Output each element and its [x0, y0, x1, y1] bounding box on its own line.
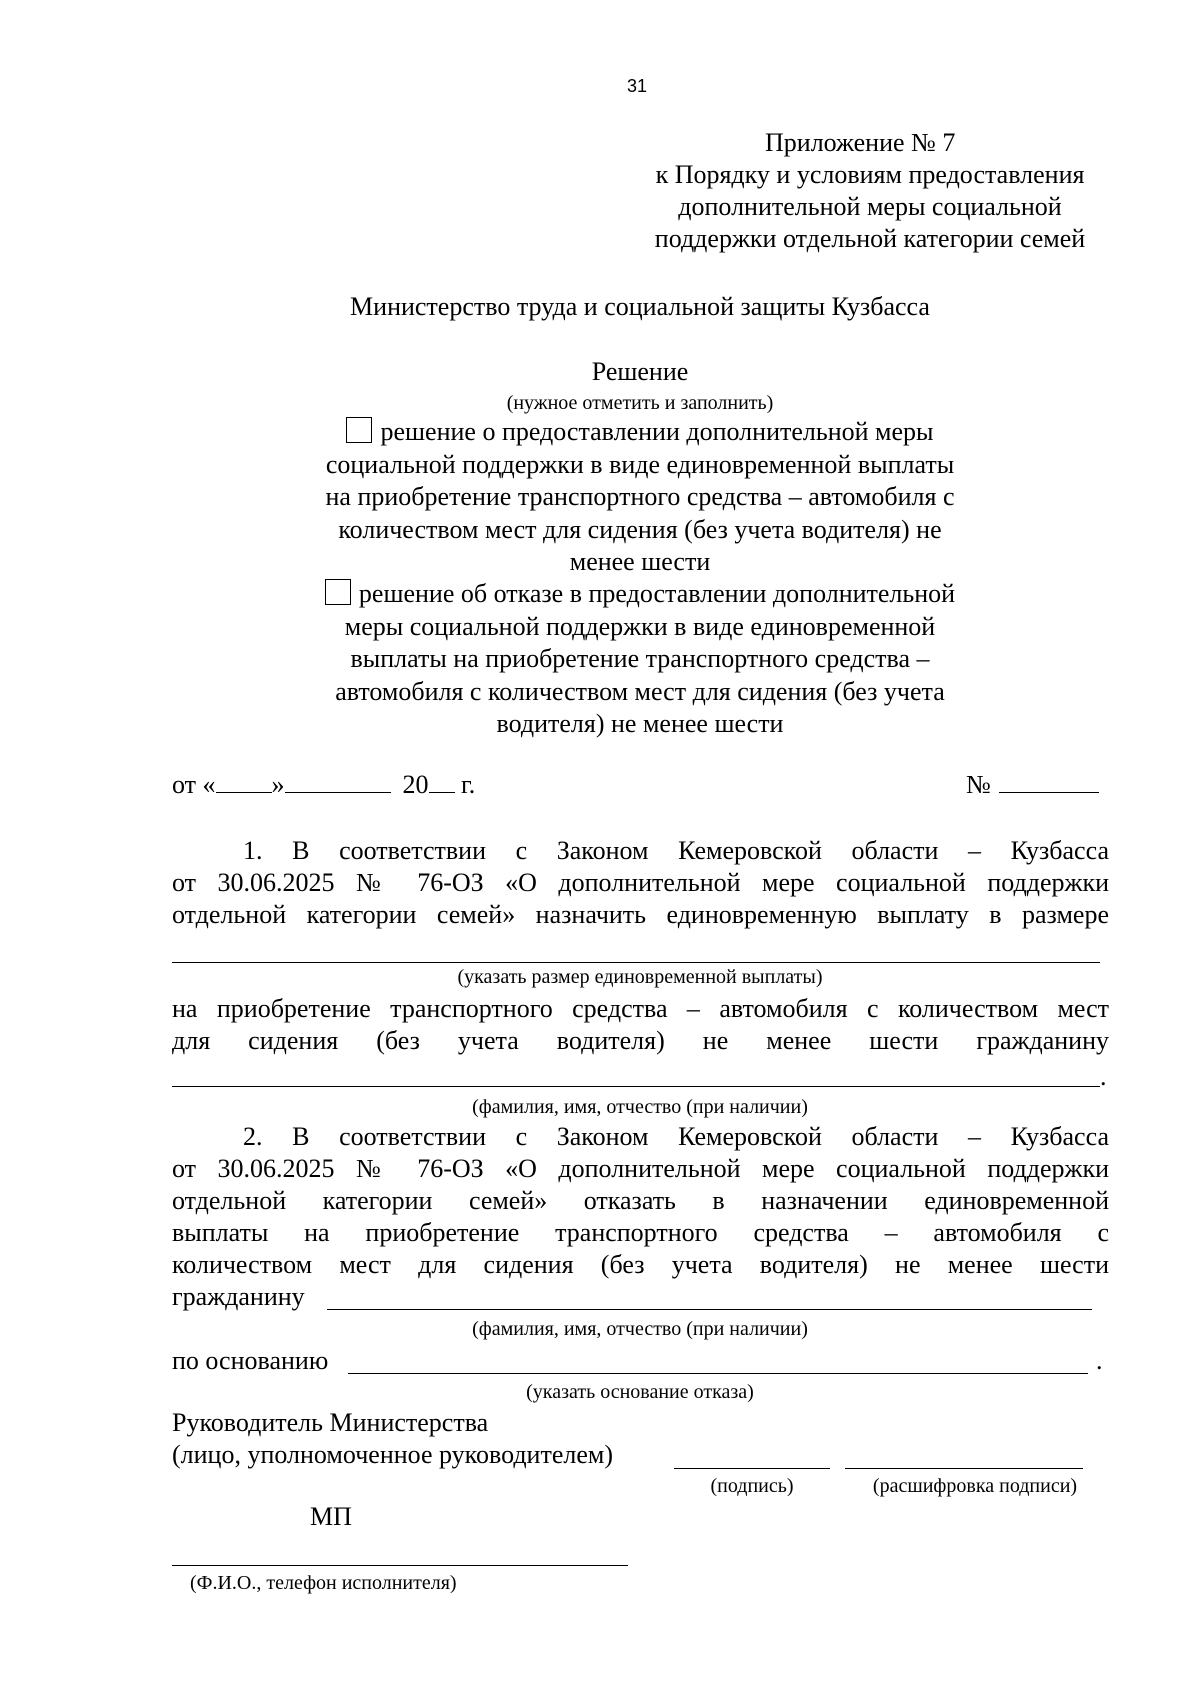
amount-field-line[interactable]	[172, 962, 1100, 963]
amount-caption: (указать размер единовременной выплаты)	[457, 966, 823, 988]
executor-caption: (Ф.И.О., телефон исполнителя)	[190, 1572, 457, 1594]
refuse-line-1: решение об отказе в предоставлении дополнительной	[358, 579, 956, 608]
refuse-citizen-name-line[interactable]	[327, 1309, 1092, 1310]
page-number: 31	[627, 76, 648, 96]
signature-authorized: (лицо, уполномоченное руководителем)	[172, 1440, 613, 1469]
para1-line-5: для сидения (без учета водителя) не менее шести гражданину	[172, 1026, 1109, 1055]
appendix-title: Приложение № 7	[765, 128, 956, 157]
decision-title: Решение	[591, 357, 689, 386]
para1-line-3: отдельной категории семей» назначить единовременную выплату в размере	[172, 900, 1109, 929]
seal-mark: МП	[310, 1502, 352, 1531]
date-mid: »	[271, 770, 285, 799]
grant-citizen-name-line[interactable]	[172, 1086, 1100, 1087]
signature-head: Руководитель Министерства	[172, 1408, 489, 1437]
refuse-line-4: автомобиля с количеством мест для сидения (без учета	[335, 676, 945, 706]
year-suffix: г.	[454, 770, 476, 799]
signature-decode-caption: (расшифровка подписи)	[872, 1475, 1078, 1497]
para2-line-5: количеством мест для сидения (без учета водителя) не менее шести	[172, 1250, 1109, 1279]
executor-line[interactable]	[172, 1565, 628, 1566]
grant-line-4: количеством мест для сидения (без учета водителя) не	[338, 514, 942, 544]
para1-line-1: 1. В соответствии с Законом Кемеровской области – Кузбасса	[243, 836, 1109, 865]
refuse-citizen-label: гражданину	[172, 1282, 305, 1311]
refuse-line-2: меры социальной поддержки в виде единовременной	[344, 611, 936, 641]
para2-line-3: отдельной категории семей» отказать в назначении единовременной	[172, 1186, 1109, 1215]
para1-line-4: на приобретение транспортного средства – автомобиля с количеством мест	[172, 994, 1109, 1023]
para2-line-4: выплаты на приобретение транспортного средства – автомобиля с	[172, 1218, 1109, 1247]
para2-line-2: от 30.06.2025 № 76-ОЗ «О дополнительной мере социальной поддержки	[172, 1154, 1109, 1183]
signature-caption: (подпись)	[710, 1475, 794, 1497]
basis-caption: (указать основание отказа)	[526, 1381, 754, 1403]
grant-period: .	[1100, 1062, 1107, 1091]
para2-line-1: 2. В соответствии с Законом Кемеровской области – Кузбасса	[243, 1122, 1109, 1151]
ministry-name: Министерство труда и социальной защиты Кузбасса	[350, 292, 930, 321]
day-blank[interactable]	[216, 770, 272, 793]
date-line	[172, 770, 475, 800]
grant-line-3: на приобретение транспортного средства – автомобиля с	[325, 482, 955, 511]
basis-label: по основанию	[172, 1346, 329, 1375]
appendix-line-2: дополнительной меры социальной	[678, 192, 1062, 221]
grant-checkbox[interactable]	[346, 417, 372, 443]
year-prefix: 20	[402, 770, 429, 799]
grant-line-1: решение о предоставлении дополнительной меры	[380, 417, 934, 446]
appendix-line-3: поддержки отдельной категории семей	[654, 224, 1086, 253]
refuse-name-caption: (фамилия, имя, отчество (при наличии)	[472, 1318, 808, 1340]
grant-line-5: менее шести	[569, 547, 711, 576]
month-blank[interactable]	[285, 770, 391, 793]
decision-option-grant	[280, 416, 1000, 579]
decision-hint: (нужное отметить и заполнить)	[506, 392, 774, 414]
basis-period: .	[1096, 1346, 1103, 1375]
refuse-line-3: выплаты на приобретение транспортного средства –	[350, 644, 930, 673]
signature-decode-line[interactable]	[845, 1468, 1083, 1469]
year-blank[interactable]	[429, 770, 455, 793]
signature-line[interactable]	[674, 1468, 830, 1469]
number-label: №	[966, 770, 991, 799]
para1-line-2: от 30.06.2025 № 76-ОЗ «О дополнительной мере социальной поддержки	[172, 868, 1109, 897]
number-blank[interactable]	[999, 770, 1099, 793]
grant-line-2: социальной поддержки в виде единовременной выплаты	[325, 449, 955, 479]
appendix-line-1: к Порядку и условиям предоставления	[655, 160, 1085, 189]
decision-option-refuse	[280, 578, 1000, 741]
grant-name-caption: (фамилия, имя, отчество (при наличии)	[472, 1096, 808, 1118]
refuse-line-5: водителя) не менее шести	[496, 709, 784, 738]
basis-field-line[interactable]	[348, 1373, 1088, 1374]
refuse-checkbox[interactable]	[325, 579, 351, 605]
date-prefix: от «	[172, 770, 216, 799]
number-line	[966, 770, 1099, 800]
